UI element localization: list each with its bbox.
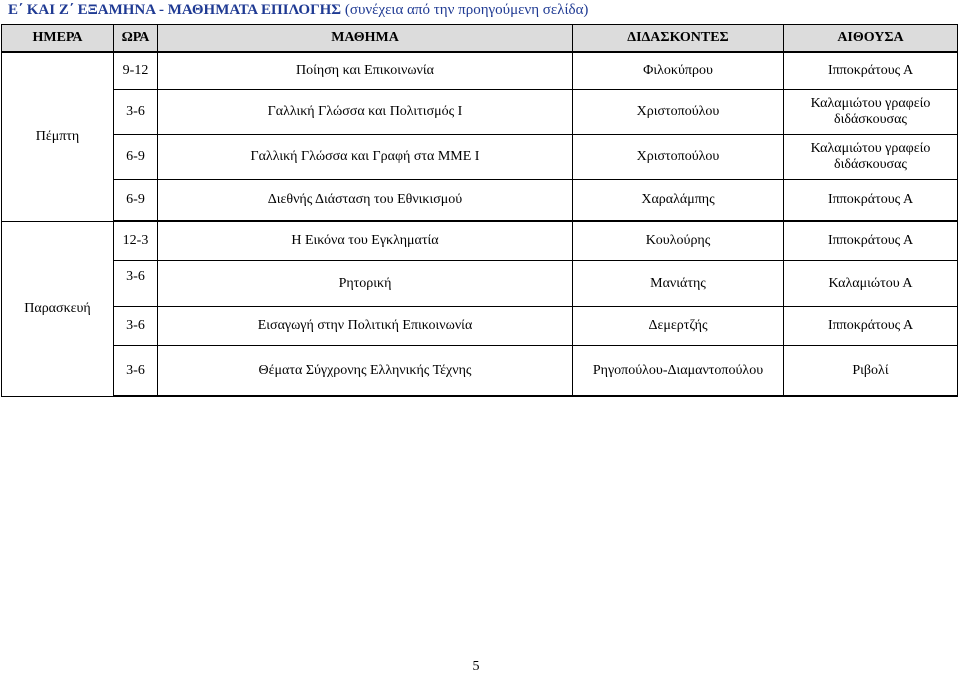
title-sub: (συνέχεια από την προηγούμενη σελίδα) xyxy=(344,2,589,18)
header-room: ΑΙΘΟΥΣΑ xyxy=(784,25,958,53)
time-cell: 6-9 xyxy=(114,135,158,180)
table-row xyxy=(2,221,958,261)
table-row xyxy=(2,52,958,90)
course-cell: Ρητορική xyxy=(158,261,573,307)
course-cell: Θέματα Σύγχρονης Ελληνικής Τέχνης xyxy=(158,346,573,397)
teacher-cell: Χριστοπούλου xyxy=(573,135,784,180)
teacher-cell: Χριστοπούλου xyxy=(573,90,784,135)
course-cell: Γαλλική Γλώσσα και Γραφή στα ΜΜΕ Ι xyxy=(158,135,573,180)
time-cell: 9-12 xyxy=(114,52,158,90)
time-cell: 3-6 xyxy=(114,307,158,346)
teacher-cell: Ρηγοπούλου-Διαμαντοπούλου xyxy=(573,346,784,397)
header-row xyxy=(2,25,958,53)
room-cell: Ιπποκράτους Α xyxy=(784,307,958,346)
table-row xyxy=(2,307,958,346)
room-cell: Καλαμιώτου γραφείο διδάσκουσας xyxy=(784,135,958,180)
day-cell-friday: Παρασκευή xyxy=(2,221,114,396)
time-cell: 12-3 xyxy=(114,221,158,261)
course-cell: Η Εικόνα του Εγκληματία xyxy=(158,221,573,261)
page-title xyxy=(8,2,588,19)
time-cell: 3-6 xyxy=(114,261,158,307)
header-course: ΜΑΘΗΜΑ xyxy=(158,25,573,53)
time-cell: 6-9 xyxy=(114,180,158,222)
room-cell: Ριβολί xyxy=(784,346,958,397)
course-cell: Εισαγωγή στην Πολιτική Επικοινωνία xyxy=(158,307,573,346)
room-cell: Ιπποκράτους Α xyxy=(784,52,958,90)
day-cell-thursday: Πέμπτη xyxy=(2,52,114,221)
teacher-cell: Χαραλάμπης xyxy=(573,180,784,222)
time-cell: 3-6 xyxy=(114,90,158,135)
table-row xyxy=(2,180,958,222)
table-row xyxy=(2,261,958,307)
schedule-table xyxy=(1,24,958,397)
room-cell: Ιπποκράτους Α xyxy=(784,221,958,261)
course-cell: Διεθνής Διάσταση του Εθνικισμού xyxy=(158,180,573,222)
time-cell: 3-6 xyxy=(114,346,158,397)
header-time: ΩΡΑ xyxy=(114,25,158,53)
table-row xyxy=(2,135,958,180)
teacher-cell: Κουλούρης xyxy=(573,221,784,261)
room-cell: Καλαμιώτου Α xyxy=(784,261,958,307)
page-number: 5 xyxy=(472,659,480,674)
teacher-cell: Φιλοκύπρου xyxy=(573,52,784,90)
teacher-cell: Δεμερτζής xyxy=(573,307,784,346)
course-cell: Γαλλική Γλώσσα και Πολιτισμός Ι xyxy=(158,90,573,135)
table-row xyxy=(2,90,958,135)
teacher-cell: Μανιάτης xyxy=(573,261,784,307)
course-cell: Ποίηση και Επικοινωνία xyxy=(158,52,573,90)
header-teachers: ΔΙΔΑΣΚΟΝΤΕΣ xyxy=(573,25,784,53)
header-day: ΗΜΕΡΑ xyxy=(2,25,114,53)
table-row xyxy=(2,346,958,397)
room-cell: Ιπποκράτους Α xyxy=(784,180,958,222)
room-cell: Καλαμιώτου γραφείο διδάσκουσας xyxy=(784,90,958,135)
title-main: Ε΄ ΚΑΙ Ζ΄ ΕΞΑΜΗΝΑ - ΜΑΘΗΜΑΤΑ ΕΠΙΛΟΓΗΣ xyxy=(8,2,342,18)
